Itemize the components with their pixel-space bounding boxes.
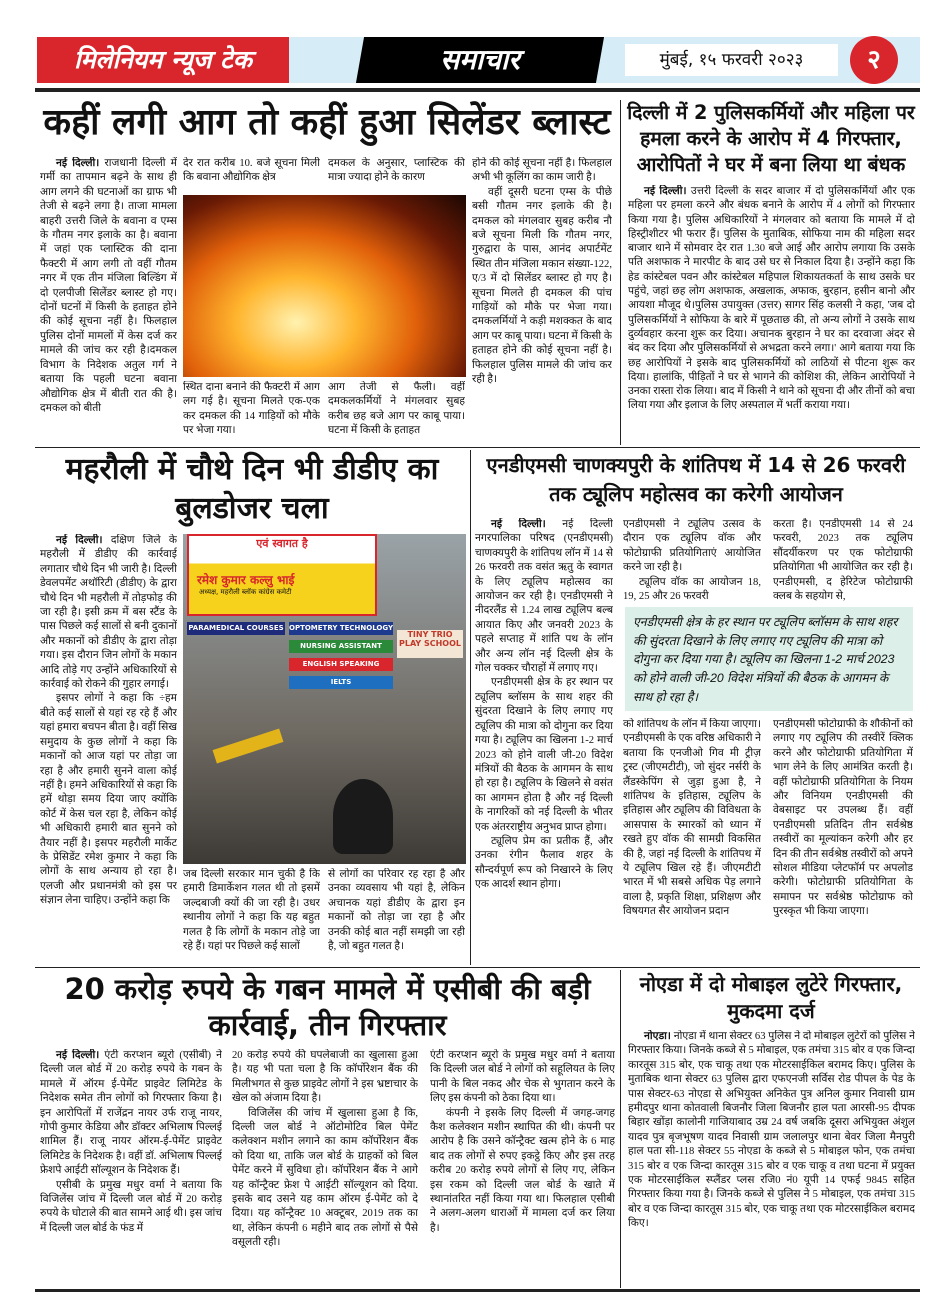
story1-col2-top: देर रात करीब 10. बजे सूचना मिली कि बवाना औद्योगिक क्षेत्र [183,158,320,184]
photo-sign: TINY TRIO PLAY SCHOOL [397,630,463,658]
story-text: ट्यूलिप वॉक का आयोजन 18, 19, 25 और 26 फरवरी [623,576,761,603]
issue-date: मुंबई, १५ फरवरी २०२३ [625,44,838,76]
story1-headline: कहीं लगी आग तो कहीं हुआ सिलेंडर ब्लास्ट [43,102,611,143]
story1-col3-bottom: आग तेजी से फैली। वहीं दमकलकर्मियों ने मंगलवार सुबह करीब छह बजे आग पर काबू पाया। घटना में किसी के हताहत [328,382,465,437]
photo-sign: ENGLISH SPEAKING [289,658,393,671]
story-text: दक्षिण जिले के महरौली में डीडीए की कार्रवाई लगातार चौथे दिन भी जारी है। दिल्ली डेवलपमेंट अथॉरिटी (डीडीए) के द्वारा चौथे दिन भी महरौली में तोड़फोड़ की जा रही है। इसी क्रम में बस स्टैंड के पास पिछले कई सालों से बनी दुकानों और मकानों को डीडीए के द्वारा तोड़ा गया। इस दौरान जिन लोगों के मकान आदि तोड़े गए उन्होंने अधिकारियों से कार्रवाई को रोकने की गुहार लगाई। [40,535,177,691]
column-divider [620,970,621,1288]
story1-col2-bottom: स्थित दाना बनाने की फैक्टरी में आग लग गई है। सूचना मिलते एक-एक कर दमकल की 14 गाड़ियों को मौके पर भेजा गया। [183,382,320,437]
story2-col1 [40,534,177,963]
story-text: कंपनी ने इसके लिए दिल्ली में जगह-जगह कैश कलेक्शन मशीन स्थापित की थी। कंपनी पर आरोप है कि उसने कॉन्ट्रैक्ट खत्म होने के 6 माह बाद तक लोगों से रुपए इकट्ठे किए और इस तरह करीब 20 करोड़ रुपये लोगों से लिए गए, लेकिन इस रकम को दिल्ली जल बोर्ड के खाते में स्थानांतरित नहीं किया गया था। फिलहाल एसीबी ने अलग-अलग धाराओं में मामला दर्ज कर लिया है। [430,1107,615,1234]
story-text: एनडीएमसी क्षेत्र के हर स्थान पर ट्यूलिप ब्लॉसम के साथ शहर की सुंदरता दिखाने के लिए लगाए गए ट्यूलिप की मात्रा को दोगुना कर दिया गया है। ट्यूलिप का खिलना 1-2 मार्च 2023 को होने वाली जी-20 विदेश मंत्रियों की बैठक के आगमन के साथ हो रहा है। ट्यूलिप के खिलने से वसंत का आगमन होता है और नई दिल्ली के नागरिकों को नई दिल्ली के भीतर एक अंतरराष्ट्रीय अनुभव प्राप्त होगा। [475,677,613,833]
story-text: राजधानी दिल्ली में गर्मी का तापमान बढ़ने के साथ ही आग लगने की घटनाओं का ग्राफ भी तेजी से बढ़ने लगा है। ताजा मामला बाहरी उत्तरी जिले के बवाना व एम्स के गौतम नगर इलाके का है। बवाना में जहां एक प्लास्टिक की दाना फैक्टरी में आग लगी तो वहीं गौतम नगर में एक तीन मंजिला बिल्डिंग में दो एलपीजी सिलेंडर ब्लास्ट हो गए। दोनों घटनों में किसी के हताहत होने की कोई सूचना नहीं है। फिलहाल पुलिस दोनों मामलों में केस दर्ज कर मामले की जांच कर रही है।दमकल विभाग के निदेशक अतुल गर्ग ने बताया कि पहली घटना बवाना औद्योगिक क्षेत्र में बीती रात की है। दमकल को बीती [40,158,177,414]
noida-story-body [628,1030,915,1284]
tulip-col3-top: करता है। एनडीएमसी 14 से 24 फरवरी, 2023 तक ट्यूलिप सौंदर्यीकरण पर एक फोटोग्राफी प्रतियोगिता भी आयोजित कर रही है। एनडीएमसी, द हेरिटेज फोटोग्राफी क्लब के सहयोग से, [773,519,913,603]
demolition-photo [183,534,466,864]
story-text: 20 करोड़ रुपये की घपलेबाजी का खुलासा हुआ है। यह भी पता चला है कि कॉर्पोरेशन बैंक की मिलीभगत से कुछ प्राइवेट लोगों ने इस भ्रष्टाचार के खेल को अंजाम दिया है। [232,1050,418,1105]
page-number: २ [850,36,898,84]
story1-col4 [472,157,612,445]
story4-col2 [232,1049,418,1285]
story2-headline: महरौली में चौथे दिन भी डीडीए का बुलडोजर चला [65,452,439,526]
tulip-col2-top [623,518,761,604]
story-text: नोएडा में थाना सेक्टर 63 पुलिस ने दो मोबाइल लुटेरों को पुलिस ने गिरफ्तार किया। जिनके कब्जे से 5 मोबाइल, एक तमंचा 315 बोर व एक जिन्दा कारतूस 315 बोर, एक चाकू तथा एक मोटरसाईकिल बरामद किए। पुलिस के मुताबिक थाना सेक्टर 63 पुलिस द्वारा एफएनजी सर्विस रोड पीपल के पेड के पास सेक्टर-63 नोएडा से अभियुक्त अनिकेत पुत्र अनिल कुमार निवासी ग्राम हमीदपुर थाना कोतवाली बिजनौर जिला बिजनौर हाल पता आरसी-95 दीपक बिहार खोंड़ा कालोनी गाजियाबाद उम्र 24 वर्ष जबकि दूसरा अभियुक्त अंशुल यादव पुत्र बृजभूषण यादव निवासी ग्राम जलालपुर थाना बेवर जिला मैनपुरी हाल पता सी-118 सेक्टर 55 नोएडा के कब्जे से 5 मोबाइल फोन, एक तमंचा 315 बोर व एक जिन्दा कारतूस 315 बोर व एक चाकू व तथा घटना में प्रयुक्त एक मोटरसाईकिल स्प्लैंडर प्लस रजि0 नं0 यूपी 14 एफई 9845 सहित गिरफ्तार किया गया है। जिनके कब्जे से पुलिस ने 5 मोबाइल, एक तमंचा 315 बोर व एक जिन्दा कारतूस 315 बोर, एक चाकू तथा एक मोटरसाईकिल बरामद किए। [628,1031,915,1230]
story-text: एनडीएमसी ने ट्यूलिप उत्सव के दौरान एक ट्यूलिप वॉक और फोटोग्राफी प्रतियोगिताएं आयोजित करने जा रही है। [623,519,761,574]
story-text: एंटी करप्शन ब्यूरो के प्रमुख मधुर वर्मा ने बताया कि दिल्ली जल बोर्ड ने लोगों को सहूलियत के लिए पानी के बिल नकद और चेक से भुगतान करने के लिए इस कंपनी को ठेका दिया था। [430,1050,615,1105]
dateline: नोएडा। [644,1031,671,1042]
dateline: नई दिल्ली। [644,186,687,197]
photo-sign: IELTS [289,676,393,689]
story-text: होने की कोई सूचना नहीं है। फिलहाल अभी भी कूलिंग का काम जारी है। [472,158,612,184]
pull-quote: एनडीएमसी क्षेत्र के हर स्थान पर ट्यूलिप ब्लॉसम के साथ शहर की सुंदरता दिखाने के लिए लगाए गए ट्यूलिप की मात्रा को दोगुना कर दिया गया है। ट्यूलिप का खिलना 1-2 मार्च 2023 को होने वाली जी-20 विदेश मंत्रियों की बैठक के आगमन के साथ हो रहा है। [625,607,913,711]
onlooker [333,779,393,854]
story-text: वहीं दूसरी घटना एम्स के पीछे बसी गौतम नगर इलाके की है। दमकल को मंगलवार सुबह करीब नौ बजे सूचना मिली कि गौतम नगर, गुरुद्वारा के पास, आनंद अपार्टमेंट स्थित तीन मंजिला मकान संख्या-122, ए/3 में दो सिलेंडर ब्लास्ट हो गए है। सूचना मिलते ही दमकल की पांच गाड़ियों को मौके पर भेजा गया। दमकलर्मियों ने कड़ी मशक्कत के बाद आग पर काबू पाया। घटना में किसी के हताहत होने की कोई सूचना नहीं है। फिलहाल पुलिस मामले की जांच कर रही है। [472,186,612,386]
story1-col1 [40,157,177,445]
tulip-story-headline: एनडीएमसी चाणक्यपुरी के शांतिपथ में 14 से 26 फरवरी तक ट्यूलिप महोत्सव का करेगी आयोजन [486,453,906,506]
photo-sign: PARAMEDICAL COURSES [187,622,285,635]
story4-col3 [430,1049,615,1285]
story-text: विजिलेंस की जांच में खुलासा हुआ है कि, दिल्ली जल बोर्ड ने ऑटोमोटिव बिल पेमेंट कलेक्शन मशीन लगाने का काम कॉर्पोरेशन बैंक को दिया था, ताकि जल बोर्ड के ग्राहकों को बिल पेमेंट करने में सुविधा हो। कॉर्पोरेशन बैंक ने आगे यह कॉन्ट्रैक्ट फ्रेश पे आईटी सॉल्यूशन को दिया. इसके बाद उसने यह काम ऑरम ई-पेमेंट को दे दिया। यह कॉन्ट्रैक्ट 10 अक्टूबर, 2019 तक का था, लेकिन कंपनी 6 महीने बाद तक लोगों से पैसे वसूलती रही। [232,1107,418,1249]
banner-text: एवं स्वागत है [256,537,308,550]
bulldozer-arm [213,729,284,764]
story1-col3-top: दमकल के अनुसार, प्लास्टिक की मात्रा ज्यादा होने के कारण [328,158,465,184]
story-text: एंटी करप्शन ब्यूरो (एसीबी) ने दिल्ली जल बोर्ड में 20 करोड़ रुपये के गबन के मामले में ऑरम ई-पेमेंट प्राइवेट लिमिटेड के निदेशक समेत तीन लोगों को गिरफ्तार किया है। इन आरोपितों में राजेंद्रन नायर उर्फ राजू नायर, गोपी कुमार केडिया और डॉक्टर अभिलाष पिल्लई शामिल हैं। राजू नायर ऑरम-ई-पेमेंट प्राइवेट लिमिटेड के निदेशक है। वहीं डॉ. अभिलाष पिल्लई फ्रेशपे आईटी सॉल्यूशन के निदेशक हैं। [40,1050,222,1177]
story2-col3: से लोगों का परिवार रह रहा है और उनका व्यवसाय भी यहां है, लेकिन अचानक यहां डीडीए के द्वारा इन मकानों को तोड़ा जा रहा है और उनकी कोई बात नहीं समझी जा रही है, जो बहुत गलत है। [328,869,465,953]
fire-photo [183,195,466,377]
column-divider [620,100,621,445]
story2-col2: जब दिल्ली सरकार मान चुकी है कि हमारी डिमार्केशन गलत थी तो इसमें जल्दबाजी क्यों की जा रही है। उधर स्थानीय लोगों ने कहा कि यह बहुत गलत है कि लोगों के मकान तोड़े जा रहे हैं। यहां पर पिछले कई सालों [183,869,320,953]
section-title: समाचार [440,43,520,76]
story-text: उत्तरी दिल्ली के सदर बाजार में दो पुलिसकर्मियों और एक महिला पर हमला करने और बंधक बनाने के आरोप में 4 लोगों को गिरफ्तार किया गया है। पुलिस अधिकारियों ने मंगलवार को बताया कि मामले में दो हिस्ट्रीशीटर भी फरार हैं। पुलिस के मुताबिक, सोफिया नाम की महिला सदर बाजार थाने में सोमवार देर रात 1.30 बजे आई और आरोप लगाया कि उसके पति अशफाक ने मारपीट के बाद उसे घर से निकाल दिया है। उन्होंने कहा कि हेड कांस्टेबल पवन और कांस्टेबल महिपाल शिकायतकर्ता के साथ उसके घर पहुंचे, जहां छह लोग अशफाक, अखलाक, अफाक, बुरहान, हसीन बानो और आयशा मौजूद थे।पुलिस उपायुक्त (उत्तर) सागर सिंह कलसी ने कहा, 'जब दो पुलिसकर्मियों ने सोफिया के बारे में पूछताछ की, तो अन्य लोगों ने उसके साथ दुर्व्यवहार करना शुरू कर दिया। अचानक बुरहान ने घर का दरवाजा अंदर से बंद कर दिया और पुलिसकर्मियों से अभद्रता करने लगा।' आगे बताया गया कि छह आरोपियों ने इसके बाद पुलिसकर्मियों को लाठियों से पीटना शुरू कर दिया। हालांकि, पीड़ितों ने घर से भागने की कोशिश की, लेकिन आरोपियों ने उनका रास्ता रोक लिया। बाद में किसी ने थाने को सूचना दी और तीनों को बचा लिया गया और इलाज के लिए अस्पताल में भर्ती कराया गया। [628,186,915,412]
dateline: नई दिल्ली। [56,535,103,546]
footer-rule [35,1289,920,1292]
tulip-col1 [475,518,613,963]
dateline: नई दिल्ली। [491,519,546,530]
dateline: नई दिल्ली। [56,158,100,169]
photo-sign: NURSING ASSISTANT [289,640,393,653]
story-text: ट्यूलिप प्रेम का प्रतीक हैं, और उनका रंगीन फैलाव शहर के सौन्दर्यपूर्ण रूप को निखारने के लिए एक आदर्श स्थान होगा। [475,835,613,891]
dateline: नई दिल्ली। [56,1050,100,1061]
noida-story-headline: नोएडा में दो मोबाइल लुटेरे गिरफ्तार, मुकदमा दर्ज [639,972,903,1023]
story4-headline: 20 करोड़ रुपये के गबन मामले में एसीबी की बड़ी कार्रवाई, तीन गिरफ्तार [64,972,591,1042]
story-text: नई दिल्ली नगरपालिका परिषद (एनडीएमसी) चाणक्यपुरी के शांतिपथ लॉन में 14 से 26 फरवरी तक वसंत ऋतु के स्वागत के लिए ट्यूलिप महोत्सव का आयोजन कर रही है। एनडीएमसी ने नीदरलैंड से 1.24 लाख ट्यूलिप बल्ब आयात किए और जनवरी 2023 के पहले सप्ताह में शांति पथ के लॉन और अन्य लॉन नई दिल्ली क्षेत्र के गोल चक्कर चौराहों में लगाए गए। [475,519,613,675]
tulip-col3-bottom: एनडीएमसी फोटोग्राफी के शौकीनों को लगाए गए ट्यूलिप की तस्वीरें क्लिक करने और फोटोग्राफी प्रतियोगिता में भाग लेने के लिए आमंत्रित करती है। वहीं फोटोग्राफी प्रतियोगिता के नियम और विनियम एनडीएमसी की वेबसाइट पर उपलब्ध हैं। वहीं एनडीएमसी प्रतिदिन तीन सर्वश्रेष्ठ तस्वीरों का मूल्यांकन करेगी और हर दिन की तीन सर्वश्रेष्ठ तस्वीरों को अपने सोशल मीडिया प्लेटफॉर्म पर अपलोड करेगी। फोटोग्राफी प्रतियोगिता के समापन पर सर्वश्रेष्ठ फोटोग्राफ को पुरस्कृत भी किया जाएगा। [773,719,913,918]
photo-sign: OPTOMETRY TECHNOLOGY [289,622,393,635]
masthead-rule [35,88,920,92]
story4-col1 [40,1049,222,1285]
banner-text: अध्यक्ष, महरौली ब्लॉक कांग्रेस कमेटी [199,588,292,596]
section-divider [35,967,920,968]
tulip-col2-bottom: को शांतिपथ के लॉन में किया जाएगा। एनडीएमसी के एक वरिष्ठ अधिकारी ने बताया कि एनजीओ गिव मी ट्रीज़ ट्रस्ट (जीएमटीटी), जो सुंदर नर्सरी के लैंडस्केपिंग से जुड़ा हुआ है, ने शांतिपथ के इतिहास, ट्यूलिप के इतिहास और ट्यूलिप की विविधता के आसपास के स्मारकों को ध्यान में रखते हुए वॉक की सामग्री विकसित की है, जहां नई दिल्ली के शांतिपथ में ये ट्यूलिप खिल रहे हैं। जीएमटीटी भारत में भी सबसे अधिक पेड़ लगाने वाला है, प्रकृति शिक्षा, प्रशिक्षण और विषयगत सैर आयोजन प्रदान [623,719,761,918]
banner-text: रमेश कुमार कल्लु भाई [197,573,295,587]
story-text: इसपर लोगों ने कहा कि ÷हम बीते कई सालों से यहां रह रहे हैं और यहां हमारा बचपन बीता है। वहीं सिख समुदाय के कुछ लोगों ने कहा कि मकानों को आज यहां पर तोड़ा जा रहा है और हमारी सुनने वाला कोई नहीं है। हमने अधिकारियों से कहा कि हमें थोड़ा समय दिया जाए क्योंकि कोर्ट में केस चल रहा है, लेकिन कोई भी अधिकारी हमारी बात सुनने को तैयार नहीं है। इसपर महरौली मार्केट के प्रेसिडेंट रमेश कुमार ने कहा कि लोगों के साथ अन्याय हो रहा है। एलजी और प्रधानमंत्री को इस पर संज्ञान लेना चाहिए। उन्होंने कहा कि [40,693,177,907]
police-story-body [628,185,915,445]
police-story-headline: दिल्ली में 2 पुलिसकर्मियों और महिला पर हमला करने के आरोप में 4 गिरफ्तार, आरोपितों ने घर में बना लिया था बंधक [627,101,915,176]
brand-logo: मिलेनियम न्यूज टेक [37,37,289,83]
section-divider [35,447,920,448]
political-banner [187,534,377,616]
story-text: एसीबी के प्रमुख मधुर वर्मा ने बताया कि विजिलेंस जांच में दिल्ली जल बोर्ड में 20 करोड़ रुपये के घोटाले की बात सामने आई थी। इस जांच में दिल्ली जल बोर्ड के फंड में [40,1179,222,1234]
column-divider [470,450,471,965]
